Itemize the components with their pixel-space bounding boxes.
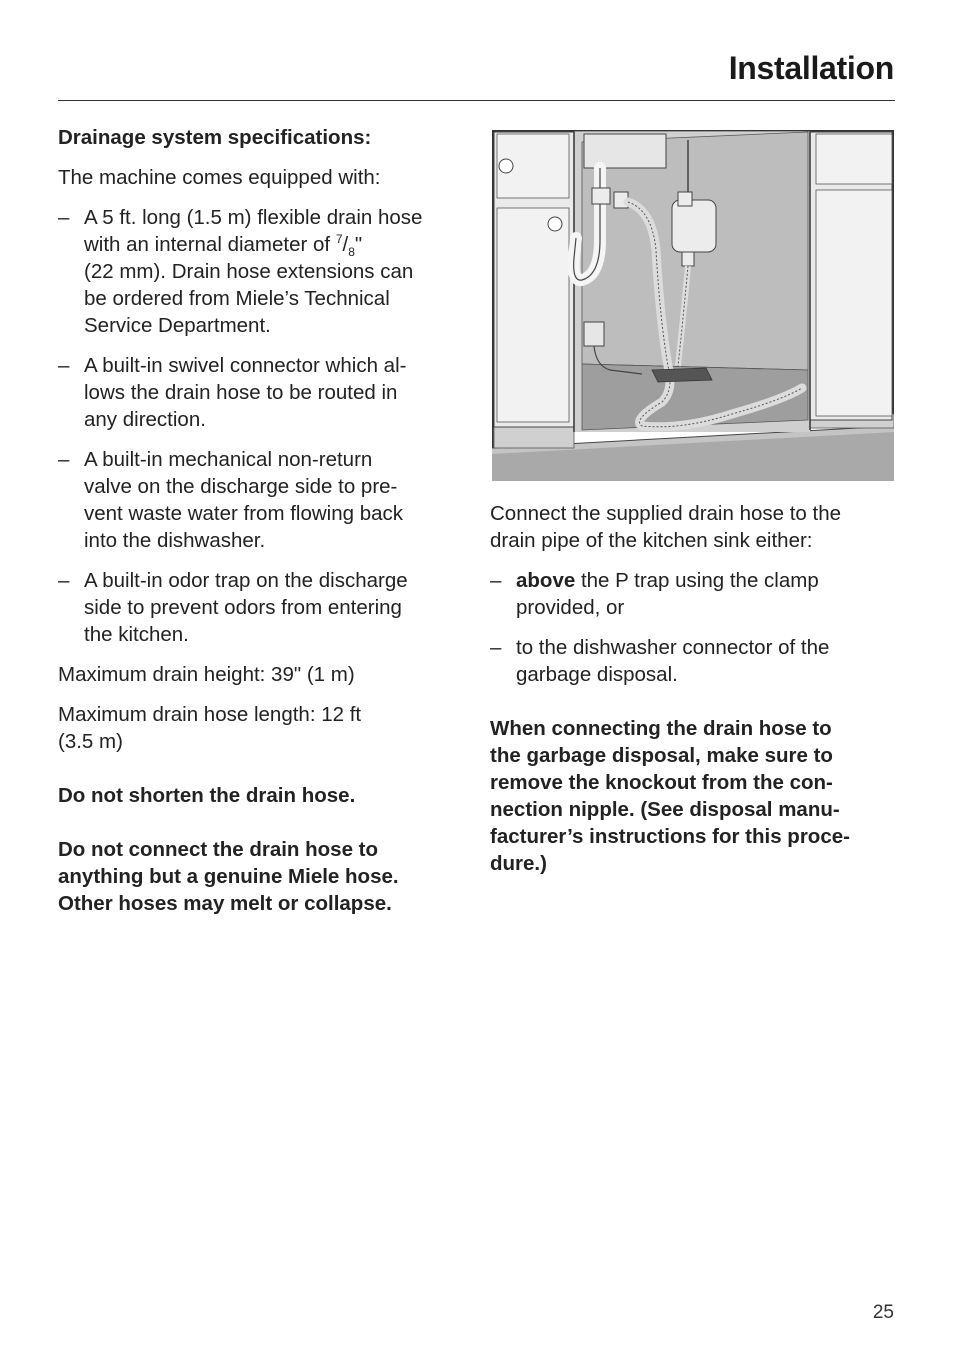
max-hose-length: Maximum drain hose length: 12 ft (3.5 m) — [58, 703, 362, 753]
list-item-odor-trap: – A built-in odor trap on the discharge side to prevent odors from entering the kitchen. — [58, 569, 408, 646]
drain-hose-illustration — [492, 130, 894, 481]
list-item-above-p-trap: – above the P trap using the clamp provided, or — [490, 569, 819, 619]
bullet-dash: – — [490, 636, 502, 659]
intro-text: The machine comes equipped with: — [58, 166, 381, 189]
list-item-swivel-connector: – A built-in swivel connector which al- lows the drain hose to be routed in any direction. — [58, 354, 407, 431]
warning-do-not-shorten: Do not shorten the drain hose. — [58, 784, 356, 807]
bullet-dash: – — [58, 448, 70, 471]
right-column — [490, 500, 900, 904]
bullet-dash: – — [58, 206, 70, 229]
list-item-garbage-disposal: – to the dishwasher connector of the garbage disposal. — [490, 636, 830, 686]
list-item-non-return-valve: – A built-in mechanical non-return valve on the discharge side to pre- vent waste water from flowing back into the dishwasher. — [58, 448, 404, 552]
list-item-drain-hose: – A 5 ft. long (1.5 m) flexible drain hose with an internal diameter of $^7/_8$" (22 mm). Drain hose extensions can be ordered from Miele’s Technical Service Department. — [58, 206, 423, 337]
page-title: Installation — [728, 50, 894, 86]
knob-icon — [499, 159, 513, 173]
bullet-dash: – — [490, 569, 502, 592]
knob-icon — [548, 217, 562, 231]
header-divider — [58, 100, 895, 101]
connect-intro: Connect the supplied drain hose to the drain pipe of the kitchen sink either: — [490, 502, 842, 552]
left-column — [58, 124, 468, 944]
outlet-icon — [584, 322, 604, 346]
page-number: 25 — [872, 1302, 894, 1323]
warning-genuine-hose: Do not connect the drain hose to anything but a genuine Miele hose. Other hoses may melt or collapse. — [58, 838, 399, 915]
max-drain-height: Maximum drain height: 39" (1 m) — [58, 663, 355, 686]
disposal-knockout-note: When connecting the drain hose to the garbage disposal, make sure to remove the knockout from the con- nection nipple. (See disposal manu- facturer’s instructions for this proce- dure.) — [490, 717, 850, 875]
section-heading: Drainage system specifications: — [58, 126, 372, 149]
bullet-dash: – — [58, 354, 70, 377]
bullet-dash: – — [58, 569, 70, 592]
